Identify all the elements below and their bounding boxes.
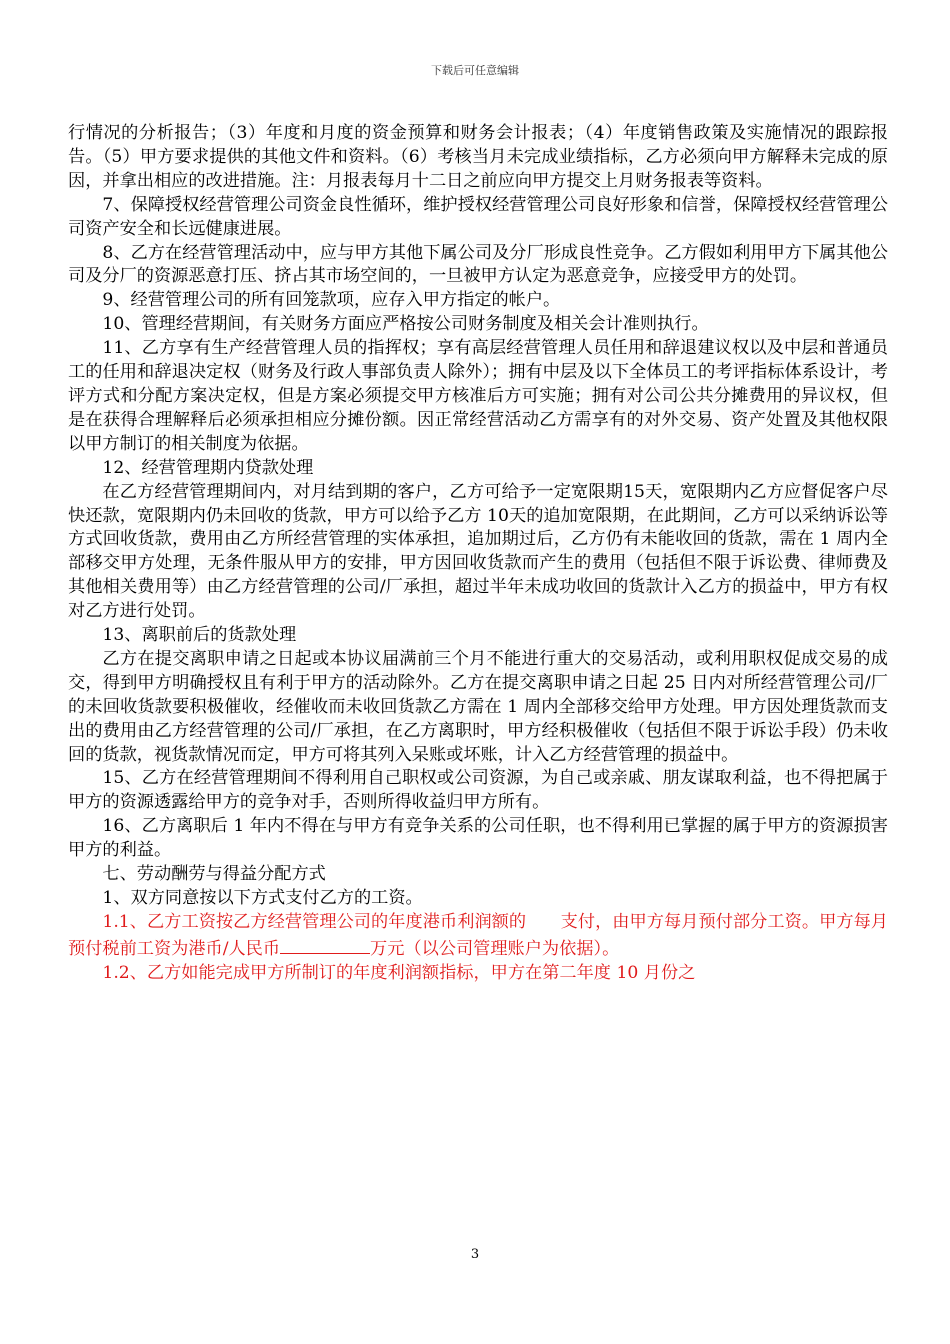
red-clause-1-1-part2: 万元（以公司管理账户为依据）。 xyxy=(370,938,620,959)
red-clause-1-1-part1: 1.1、乙方工资按乙方经营管理公司的年度港币利润额的 支付，由甲方每月预付部分工资。甲方每月预付税前工资为港币/人民币 xyxy=(68,911,888,959)
section-heading-12: 12、经营管理期内贷款处理 xyxy=(102,457,314,478)
paragraph-3: 8、乙方在经营管理活动中，应与甲方其他下属公司及分厂形成良性竞争。乙方假如利用甲方下属其他公司及分厂的资源恶意打压、挤占其市场空间的，一旦被甲方认定为恶意竞争，应接受甲方的处罚。 xyxy=(68,242,888,287)
section-heading-7: 七、劳动酬劳与得益分配方式 xyxy=(102,864,326,885)
fill-in-blank[interactable] xyxy=(280,935,370,954)
paragraph-8: 乙方在提交离职申请之日起或本协议届满前三个月不能进行重大的交易活动，或利用职权促成交易的成交，得到甲方明确授权且有利于甲方的活动除外。乙方在提交离职申请之日起 25 日内对所经营管理公司/厂的未回收货款要积极催收，经催收而未收回货款乙方需在 1 周内全部移交给甲方处理。甲方因处理货款而支出的费用由乙方经营管理的公司/厂承担，在乙方离职时，甲方经积极催收（包括但不限于诉讼手段）仍未收回的货款，视货款情况而定，甲方可将其列入呆账或坏账，计入乙方经营管理的损益中。 xyxy=(68,648,888,765)
paragraph-9: 15、乙方在经营管理期间不得利用自己职权或公司资源，为自己或亲戚、朋友谋取利益，也不得把属于甲方的资源透露给甲方的竞争对手，否则所得收益归甲方所有。 xyxy=(68,768,888,813)
paragraph-2: 7、保障授权经营管理公司资金良性循环，维护授权经营管理公司良好形象和信誉，保障授权经营管理公司资产安全和长远健康进展。 xyxy=(68,194,888,239)
red-clause-1-1 xyxy=(68,911,888,962)
red-clause-1-2: 1.2、乙方如能完成甲方所制订的年度利润额指标，甲方在第二年度 10 月份之 xyxy=(102,962,696,983)
paragraph-6: 11、乙方享有生产经营管理人员的指挥权；享有高层经营管理人员任用和辞退建议权以及中层和普通员工的任用和辞退决定权（财务及行政人事部负责人除外）；拥有中层及以下全体员工的考评指标体系设计，考评方式和分配方案决定权，但是方案必须提交甲方核准后方可实施；拥有对公司公共分摊费用的异议权，但是在获得合理解释后必须承担相应分摊份额。因正常经营活动乙方需享有的对外交易、资产处置及其他权限以甲方制订的相关制度为依据。 xyxy=(68,338,888,454)
page-header: 下载后可任意编辑 xyxy=(431,64,519,77)
paragraph-5: 10、管理经营期间，有关财务方面应严格按公司财务制度及相关会计准则执行。 xyxy=(102,314,709,335)
document-body xyxy=(68,122,888,986)
paragraph-7: 在乙方经营管理期间内，对月结到期的客户，乙方可给予一定宽限期15天，宽限期内乙方应督促客户尽快还款，宽限期内仍未回收的货款，甲方可以给予乙方 10天的追加宽限期，在此期间，乙方可以采纳诉讼等方式回收货款，费用由乙方所经营管理的实体承担，追加期过后，乙方仍有未能收回的货款，需在 1 周内全部移交甲方处理，无条件服从甲方的安排，甲方因回收货款而产生的费用（包括但不限于诉讼费、律师费及其他相关费用等）由乙方经营管理的公司/厂承担，超过半年未成功收回的货款计入乙方的损益中，甲方有权对乙方进行处罚。 xyxy=(68,481,888,622)
page-number: 3 xyxy=(470,1247,480,1262)
paragraph-1: 行情况的分析报告；（3）年度和月度的资金预算和财务会计报表；（4）年度销售政策及实施情况的跟踪报告。（5）甲方要求提供的其他文件和资料。（6）考核当月未完成业绩指标，乙方必须向甲方解释未完成的原因，并拿出相应的改进措施。注：月报表每月十二日之前应向甲方提交上月财务报表等资料。 xyxy=(68,123,888,191)
paragraph-4: 9、经营管理公司的所有回笼款项，应存入甲方指定的帐户。 xyxy=(102,290,561,311)
paragraph-10: 16、乙方离职后 1 年内不得在与甲方有竞争关系的公司任职，也不得利用已掌握的属于甲方的资源损害甲方的利益。 xyxy=(68,816,888,861)
paragraph-11: 1、双方同意按以下方式支付乙方的工资。 xyxy=(102,888,423,908)
section-heading-13: 13、离职前后的货款处理 xyxy=(102,625,297,646)
